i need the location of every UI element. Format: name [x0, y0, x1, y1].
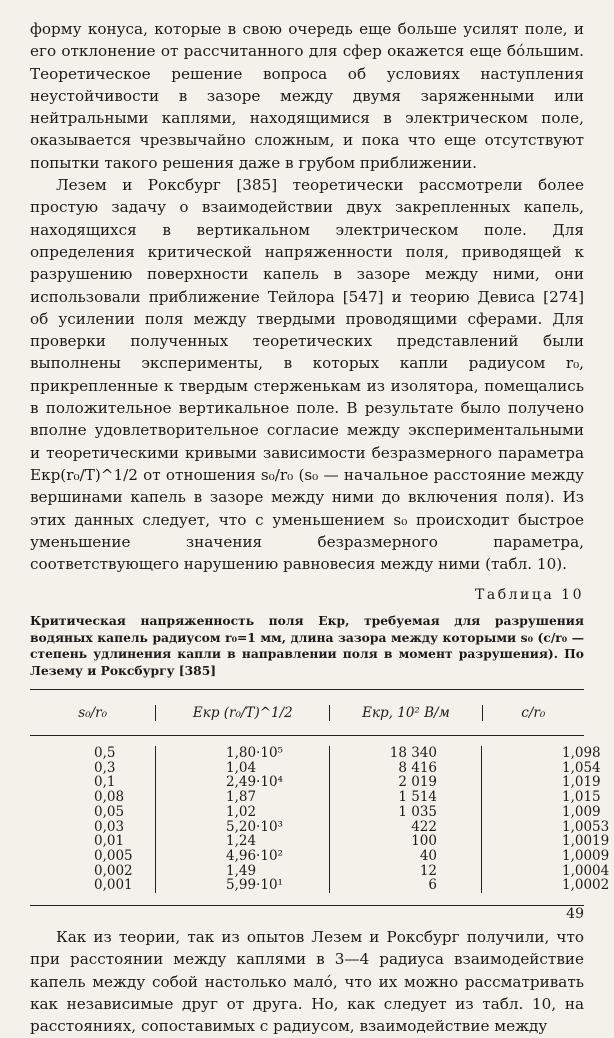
paragraph-1: форму конуса, которые в свою очередь еще больше усилят поле, и его отклонение от рассчитанного для сфер окажется еще бо́льшим. Теоретическое решение вопроса об условиях наступления неустойчивости в зазоре между двумя заряженными или нейтральными каплями, находящимися в электрическом поле, оказывается чрезвычайно сложным, и пока что еще отсутствуют попытки такого решения даже в грубом приближении. — [30, 20, 584, 172]
header-param: Eкр (r₀/T)^1/2 — [156, 705, 330, 721]
table-cell: 1,0019 — [562, 833, 610, 850]
table-cell: 0,05 — [94, 803, 125, 820]
table-cell: 0,002 — [94, 862, 133, 879]
column-param — [156, 746, 330, 893]
table-cell: 1,0009 — [562, 847, 610, 864]
table-cell: 8 416 — [398, 759, 437, 776]
table-cell: 0,5 — [94, 745, 116, 762]
table-cell: 1,02 — [226, 803, 257, 820]
table-cell: 1,0004 — [562, 862, 610, 879]
table-cell: 0,01 — [94, 833, 125, 850]
column-elongation — [482, 745, 610, 894]
table-cell: 1,015 — [562, 789, 601, 806]
table-cell: 1 514 — [398, 789, 437, 806]
table-cell: 1,0053 — [562, 818, 610, 835]
table-cell: 0,001 — [94, 877, 133, 894]
table-cell: 1,019 — [562, 774, 601, 791]
table-caption: Критическая напряженность поля Eкр, требуемая для разрушения водяных капель радиусом r₀=1 мм, длина зазора между которыми s₀ (c/r₀ — степень удлинения капли в направлении поля в момент разрушения). По Лезему и Роксбургу [385] — [30, 613, 584, 678]
table-cell: 1,009 — [562, 803, 601, 820]
table-cell: 0,03 — [94, 818, 125, 835]
table-cell: 100 — [411, 833, 437, 850]
table-cell: 12 — [419, 862, 437, 879]
table-cell: 18 340 — [389, 745, 437, 762]
page-number: 49 — [566, 906, 584, 922]
table-cell: 2 019 — [398, 774, 437, 791]
data-table — [30, 689, 610, 906]
header-ratio: s₀/r₀ — [30, 705, 156, 721]
column-field — [330, 746, 482, 893]
table-cell: 1,054 — [562, 759, 601, 776]
table-cell: 0,08 — [94, 789, 125, 806]
table-cell: 5,99·10¹ — [226, 877, 283, 894]
table-cell: 2,49·10⁴ — [226, 774, 283, 791]
column-ratio — [30, 746, 156, 893]
table-cell: 1,098 — [562, 745, 601, 762]
table-cell: 422 — [411, 818, 437, 835]
table-cell: 1,80·10⁵ — [226, 745, 283, 762]
table-cell: 6 — [428, 877, 437, 894]
table-cell: 0,1 — [94, 774, 116, 791]
table-cell: 1,49 — [226, 862, 257, 879]
header-elongation: c/r₀ — [521, 704, 546, 721]
paragraph-2: Лезем и Роксбург [385] теоретически рассмотрели более простую задачу о взаимодействии двух закрепленных капель, находящихся в вертикальном электрическом поле. Для определения критической напряженности поля, приводящей к разрушению поверхности капель в зазоре между ними, они использовали приближение Тейлора [547] и теорию Девиса [274] об усилении поля между твердыми проводящими сферами. Для проверки полученных теоретических представлений были выполнены эксперименты, в которых капли радиусом r₀, прикрепленные к твердым стерженькам из изолятора, помещались в положительное вертикальное поле. В результате было получено вполне удовлетворительное согласие между экспериментальными и теоретическими кривыми зависимости безразмерного параметра Eкр(r₀/T)^1/2 от отношения s₀/r₀ (s₀ — начальное расстояние между вершинами капель в зазоре между ними до включения поля). Из этих данных следует, что с уменьшением s₀ происходит быстрое уменьшение значения безразмерного параметра, соответствующего нарушению равновесия между ними (табл. 10). — [30, 176, 584, 574]
table-cell: 5,20·10³ — [226, 818, 283, 835]
table-cell: 40 — [419, 847, 437, 864]
table-cell: 0,005 — [94, 847, 133, 864]
table-cell: 1,0002 — [562, 877, 610, 894]
table-cell: 4,96·10² — [226, 847, 283, 864]
table-cell: 0,3 — [94, 759, 116, 776]
table-header — [30, 690, 584, 736]
table-cell: 1,04 — [226, 759, 257, 776]
table-label: Таблица 10 — [475, 587, 584, 604]
table-cell: 1 035 — [398, 803, 437, 820]
table-cell: 1,24 — [226, 833, 257, 850]
paragraph-3: Как из теории, так из опытов Лезем и Роксбург получили, что при расстоянии между каплями в 3—4 радиуса взаимодействие капель между собой настолько мало́, что их можно рассматривать как независимые друг от друга. Но, как следует из табл. 10, на расстояниях, сопоставимых с радиусом, взаимодействие между — [30, 928, 584, 1036]
header-field: Eкр, 10² В/м — [330, 705, 482, 721]
table-body — [30, 736, 610, 905]
table-cell: 1,87 — [226, 789, 257, 806]
